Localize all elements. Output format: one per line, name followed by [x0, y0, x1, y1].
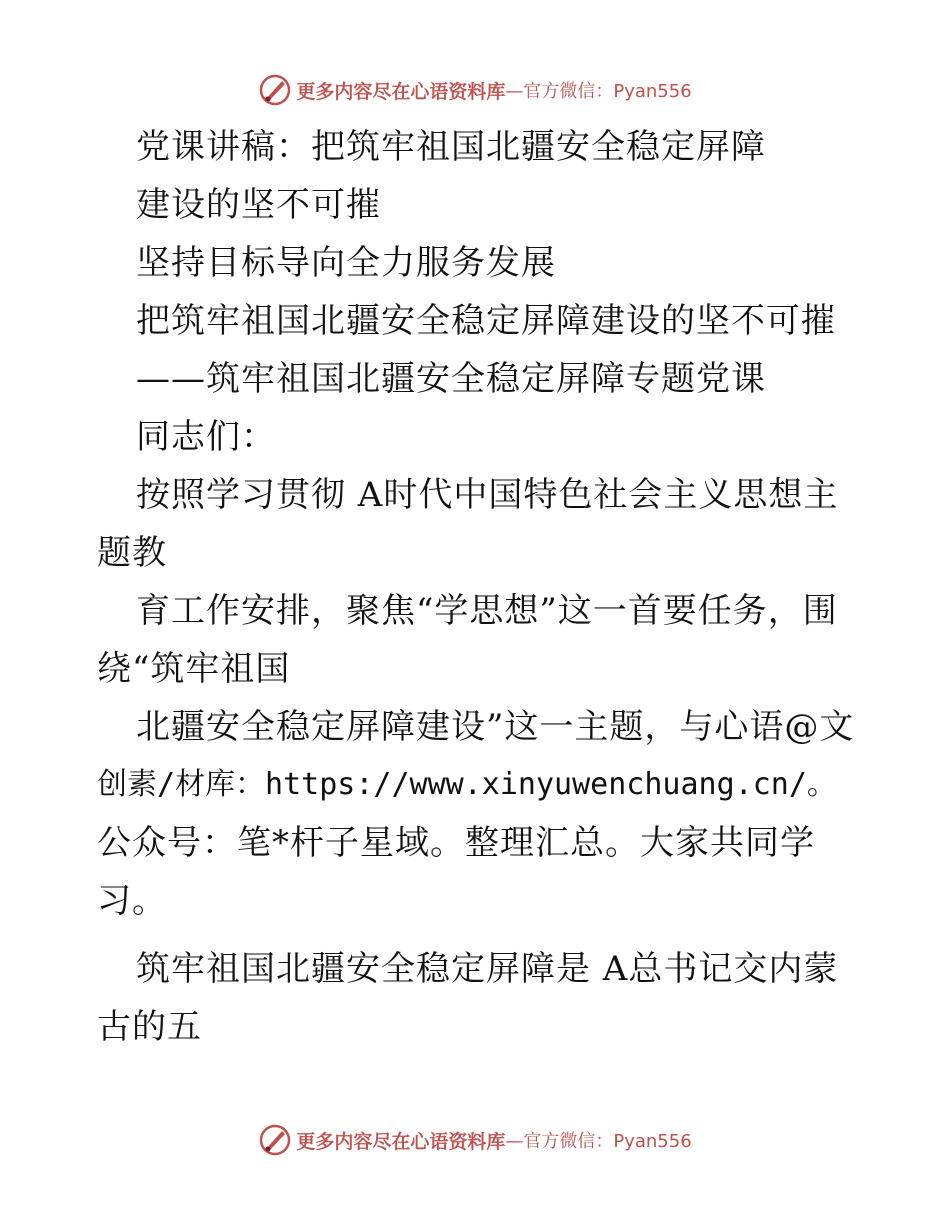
paragraph-line: 按照学习贯彻 A时代中国特色社会主义思想主 — [136, 475, 839, 515]
footer-watermark — [0, 1120, 950, 1160]
paragraph-line: 育工作安排，聚焦“学思想”这一首要任务，围 — [136, 591, 838, 631]
doc-heading-sub: ——筑牢祖国北疆安全稳定屏障专题党课 — [136, 359, 766, 399]
footer-text: 更多内容尽在心语资料库 — [296, 1130, 506, 1153]
paragraph-line: 公众号：笔*杆子星域。整理汇总。大家共同学 — [97, 823, 815, 863]
footer-wechat: —官方微信：Pyan556 — [505, 1131, 692, 1152]
header-wechat: —官方微信：Pyan556 — [505, 81, 692, 102]
quill-pen-logo-icon — [258, 73, 292, 107]
paragraph-line: 古的五 — [97, 1007, 202, 1047]
paragraph-line: 筑牢祖国北疆安全稳定屏障是 A总书记交内蒙 — [136, 949, 839, 989]
quill-pen-logo-icon — [258, 1123, 292, 1157]
doc-subtitle: 坚持目标导向全力服务发展 — [136, 243, 556, 283]
header-text: 更多内容尽在心语资料库 — [296, 80, 506, 103]
paragraph-line: 绕“筑牢祖国 — [97, 649, 291, 689]
paragraph-line: 题教 — [97, 533, 167, 573]
paragraph-line: 习。 — [97, 881, 167, 921]
doc-heading: 把筑牢祖国北疆安全稳定屏障建设的坚不可摧 — [136, 301, 836, 341]
salutation: 同志们： — [136, 417, 276, 457]
doc-title-line-1: 党课讲稿：把筑牢祖国北疆安全稳定屏障 — [136, 127, 766, 167]
header-watermark — [0, 70, 950, 110]
paragraph-line-url: 创素/材库：https://www.xinyuwenchuang.cn/。 — [97, 767, 837, 802]
paragraph-line: 北疆安全稳定屏障建设”这一主题，与心语@文 — [136, 707, 855, 747]
doc-title-line-2: 建设的坚不可摧 — [136, 185, 381, 225]
